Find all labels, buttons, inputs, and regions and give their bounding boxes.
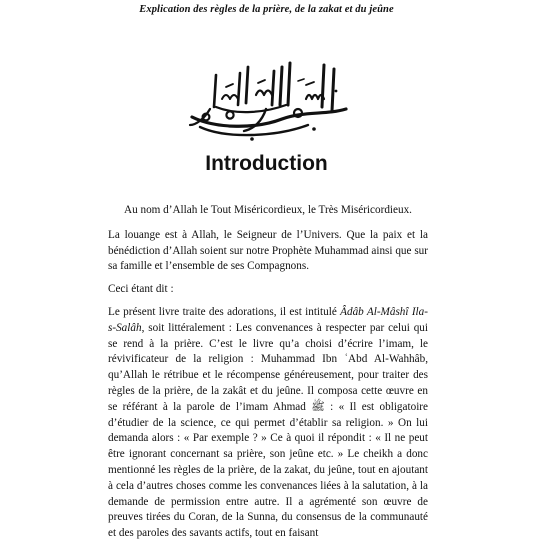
basmala-calligraphy-icon — [186, 55, 352, 145]
running-header: Explication des règles de la prière, de la zakat et du jeûne — [139, 4, 394, 15]
basmala-calligraphy — [186, 55, 352, 145]
text-body — [108, 203, 428, 542]
paragraph-ceci: Ceci étant dit : — [108, 283, 174, 296]
paragraph-body — [108, 305, 428, 542]
paragraph-praise: La louange est à Allah, le Seigneur de l’Univers. Que la paix et la bénédiction d’Allah soient sur notre Prophète Muhammad ainsi que sur sa famille et l’ensemble de ses Compagnons. — [108, 228, 428, 273]
body-rest: , soit littéralement : Les convenances à respecter par celui qui se rend à la prière. C’est le livre qu’a choisi d’écrire l’imam, le révivificateur de la religion : Muhammad Ibn ʿAbd Al-Wahhâb, qu’Allah le rétribue et le récompense généreusement, pour traiter des règles de la prière, de la zakât et du jeûne. Il composa cette œuvre en se référant à la parole de l’imam Ahmad ﷺ : « Il est obligatoire d’étudier de la science, ce qui permet d’établir sa religion. » On lui demanda alors : « Par exemple ? » Ce à quoi il répondit : « Il ne peut être ignorant concernant sa prière, son jeûne etc. » Le cheikh a donc mentionné les règles de la prière, de la zakat, du jeûne, tout en ajoutant à cela d’autres choses comme les convenances liées à la salutation, à la demande de permission entre autre. Il a agrémenté son œuvre de preuves tirées du Coran, de la Sunna, du consensus de la communauté et des paroles des savants actifs, tout en faisant — [108, 321, 428, 540]
paragraph-opening: Au nom d’Allah le Tout Miséricordieux, le Très Miséricordieux. — [124, 204, 412, 216]
body-intro: Le présent livre traite des adorations, il est intitulé — [108, 305, 341, 318]
page-title: Introduction — [205, 152, 328, 175]
book-title: Âdâb Al-Mâshî Ila-s-Salâh — [108, 305, 428, 334]
